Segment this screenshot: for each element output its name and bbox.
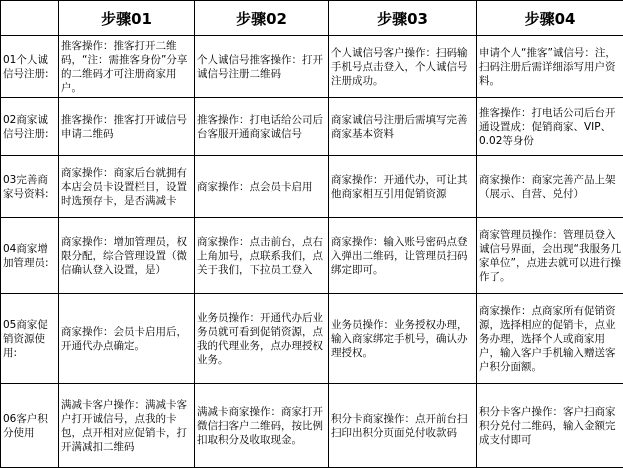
row-label-personal-register: 01个人诚信号注册: xyxy=(1,36,59,98)
cell-r1-step3: 个人诚信号客户操作：扫码输手机号点击登入，个人诚信号注册成功。 xyxy=(329,36,477,98)
cell-r4-step2: 商家操作：点击前台，点右上角加号，点联系我们，点关于我们，下拉员工登入 xyxy=(195,218,329,294)
header-row xyxy=(1,1,623,36)
row-label-add-admin: 04商家增加管理员: xyxy=(1,218,59,294)
header-step-04: 步骤04 xyxy=(477,1,623,36)
table-row xyxy=(1,156,623,218)
header-step-02: 步骤02 xyxy=(195,1,329,36)
cell-r5-step1: 商家操作：会员卡启用后，开通代办点确定。 xyxy=(59,294,195,384)
cell-r6-step1: 满减卡客户操作：满减卡客户打开诚信号，点我的卡包，点开相对应促销卡，打开满减扣二维码 xyxy=(59,384,195,468)
cell-r4-step1: 商家操作：增加管理员，权限分配，综合管理设置（微信确认登入设置，是） xyxy=(59,218,195,294)
cell-r3-step3: 商家操作：开通代办，可让其他商家相互引用促销资源 xyxy=(329,156,477,218)
row-label-merchant-register: 02商家诚信号注册: xyxy=(1,98,59,156)
table-row xyxy=(1,218,623,294)
cell-r1-step1: 推客操作：推客打开二维码，“注：需推客身份”分享的二维码才可注册商家用户。 xyxy=(59,36,195,98)
cell-r3-step4: 商家操作：商家完善产品上架（展示、自营、兑付） xyxy=(477,156,623,218)
cell-r5-step4: 商家操作：点商家所有促销资源，选择相应的促销卡，点业务办理，选择个人或商家用户，输入客户手机输入赠送客户积分面额。 xyxy=(477,294,623,384)
cell-r4-step4: 商家管理员操作：管理员登入诚信号界面，会出现“我服务几家单位”，点进去就可以进行操作了。 xyxy=(477,218,623,294)
row-label-merchant-profile: 03完善商家号资料: xyxy=(1,156,59,218)
header-step-03: 步骤03 xyxy=(329,1,477,36)
cell-r6-step3: 积分卡商家操作：点开前台扫扫印出积分页面兑付收款码 xyxy=(329,384,477,468)
cell-r4-step3: 商家操作：输入账号密码点登入弹出二维码，让管理员扫码绑定即可。 xyxy=(329,218,477,294)
table-row xyxy=(1,384,623,468)
row-label-promotion-resources: 05商家促销资源使用: xyxy=(1,294,59,384)
cell-r3-step1: 商家操作：商家后台就拥有本店会员卡设置栏目，设置时选预存卡，是否满减卡 xyxy=(59,156,195,218)
cell-r2-step1: 推客操作：推客打开诚信号申请二维码 xyxy=(59,98,195,156)
cell-r2-step2: 推客操作：打电话给公司后台客服开通商家诚信号 xyxy=(195,98,329,156)
header-step-01: 步骤01 xyxy=(59,1,195,36)
cell-r6-step4: 积分卡客户操作：客户扫商家积分兑付二维码，输入金额完成支付即可 xyxy=(477,384,623,468)
cell-r2-step4: 推客操作：打电话公司后台开通设置成：促销商家、VIP、0.02等身份 xyxy=(477,98,623,156)
cell-r3-step2: 商家操作：点会员卡启用 xyxy=(195,156,329,218)
cell-r1-step4: 申请个人“推客”诚信号：注，扫码注册后需详细添写用户资料。 xyxy=(477,36,623,98)
cell-r5-step2: 业务员操作：开通代办后业务员就可看到促销资源，点我的代理业务，点办理授权业务。 xyxy=(195,294,329,384)
table-row xyxy=(1,36,623,98)
cell-r5-step3: 业务员操作：业务授权办理，输入商家绑定手机号，确认办理授权。 xyxy=(329,294,477,384)
row-label-customer-points: 06客户积分使用 xyxy=(1,384,59,468)
cell-r6-step2: 满减卡商家操作：商家打开微信扫客户二维码，按比例扣取积分及收取现金。 xyxy=(195,384,329,468)
header-corner xyxy=(1,1,59,36)
table-row xyxy=(1,294,623,384)
cell-r2-step3: 商家诚信号注册后需填写完善商家基本资料 xyxy=(329,98,477,156)
cell-r1-step2: 个人诚信号推客操作：打开诚信号注册二维码 xyxy=(195,36,329,98)
table-row xyxy=(1,98,623,156)
